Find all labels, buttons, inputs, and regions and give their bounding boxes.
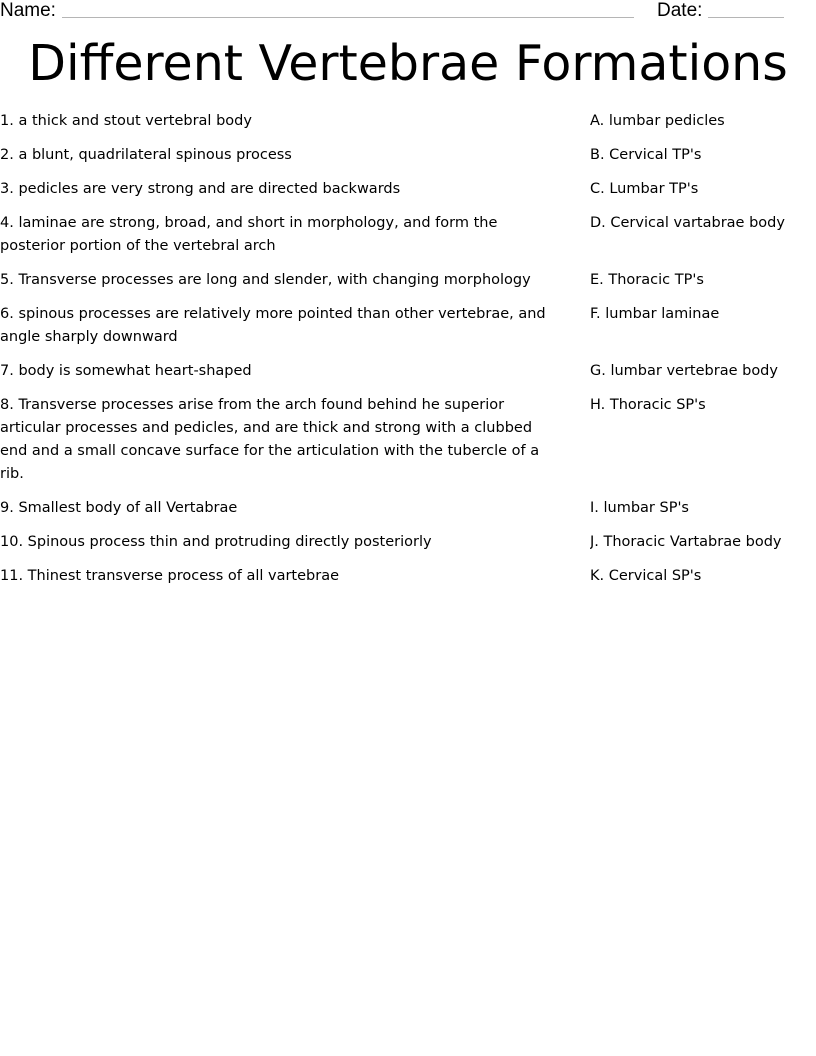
answer-text: C. Lumbar TP's — [590, 181, 699, 197]
matching-row — [0, 144, 816, 167]
clue-text: 8. Transverse processes arise from the arch found behind he superior articular processes and pedicles, and are thick and strong with a clubbed end and a small concave surface for the articulation with the tubercle of a rib. — [0, 397, 540, 482]
matching-row — [0, 269, 816, 292]
page-title: Different Vertebrae Formations — [28, 35, 788, 92]
matching-row — [0, 178, 816, 201]
clue-text: 1. a thick and stout vertebral body — [0, 113, 252, 129]
clue-text: 5. Transverse processes are long and slender, with changing morphology — [0, 272, 531, 288]
answer-text: H. Thoracic SP's — [590, 397, 706, 413]
answer-text: G. lumbar vertebrae body — [590, 363, 778, 379]
answer-text: E. Thoracic TP's — [590, 272, 704, 288]
clue-text: 2. a blunt, quadrilateral spinous process — [0, 147, 292, 163]
answer-text: B. Cervical TP's — [590, 147, 702, 163]
clue-text: 3. pedicles are very strong and are directed backwards — [0, 181, 401, 197]
matching-row — [0, 212, 816, 258]
date-blank-line — [708, 17, 784, 18]
clue-text: 9. Smallest body of all Vertabrae — [0, 500, 238, 516]
clue-text: 4. laminae are strong, broad, and short in morphology, and form the posterior portion of the vertebral arch — [0, 215, 498, 254]
answer-text: I. lumbar SP's — [590, 500, 689, 516]
clue-text: 10. Spinous process thin and protruding directly posteriorly — [0, 534, 432, 550]
matching-row — [0, 360, 816, 383]
answer-text: D. Cervical vartabrae body — [590, 215, 785, 231]
name-blank-line — [62, 17, 634, 18]
matching-row — [0, 394, 816, 486]
matching-row — [0, 110, 816, 133]
matching-row — [0, 303, 816, 349]
name-label: Name: — [0, 0, 56, 21]
date-label: Date: — [657, 0, 703, 21]
answer-text: F. lumbar laminae — [590, 306, 720, 322]
matching-row — [0, 497, 816, 520]
matching-row — [0, 565, 816, 588]
answer-text: K. Cervical SP's — [590, 568, 702, 584]
matching-list — [0, 110, 816, 599]
matching-row — [0, 531, 816, 554]
answer-text: J. Thoracic Vartabrae body — [590, 534, 782, 550]
clue-text: 7. body is somewhat heart-shaped — [0, 363, 252, 379]
clue-text: 11. Thinest transverse process of all vartebrae — [0, 568, 340, 584]
worksheet-header — [0, 0, 816, 22]
answer-text: A. lumbar pedicles — [590, 113, 725, 129]
clue-text: 6. spinous processes are relatively more pointed than other vertebrae, and angle sharply downward — [0, 306, 546, 345]
